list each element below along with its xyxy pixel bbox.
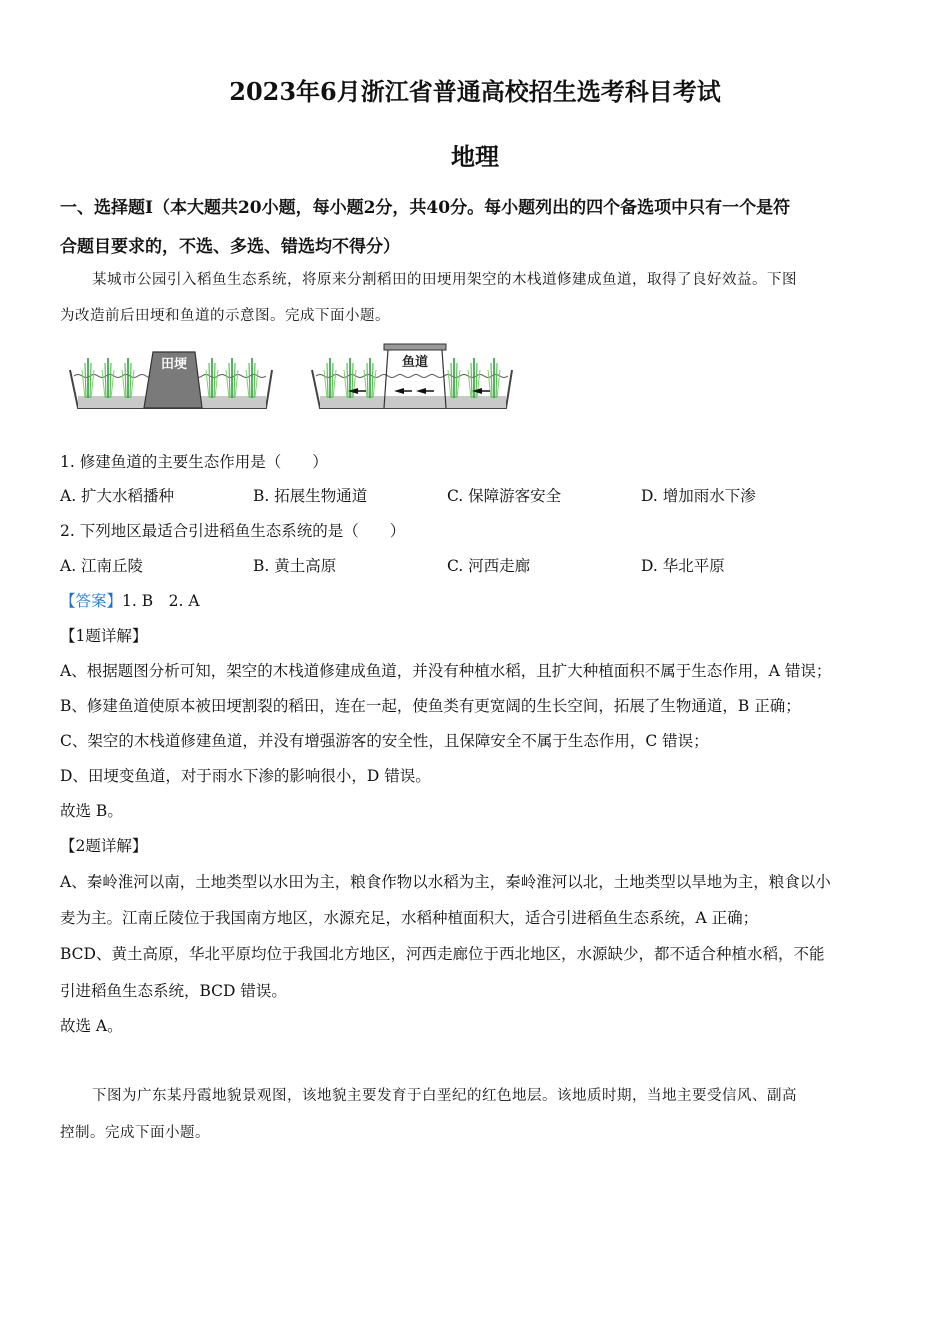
detail1-conclusion: 故选 B。	[60, 802, 123, 820]
q2-option-c: C. 河西走廊	[447, 557, 531, 575]
fish-passage-label: 鱼道	[401, 355, 429, 370]
detail1-line: C、架空的木栈道修建鱼道，并没有增强游客的安全性，且保障安全不属于生态作用，C 错误；	[60, 732, 709, 750]
detail1-line: B、修建鱼道使原本被田埂割裂的稻田，连在一起，使鱼类有更宽阔的生长空间，拓展了生物通道，B 正确；	[60, 697, 801, 715]
q2-option-a: A. 江南丘陵	[60, 557, 144, 575]
q2-option-d: D. 华北平原	[641, 557, 725, 575]
ridge-label: 田埂	[160, 357, 188, 372]
answer-text: 1. B 2. A	[122, 592, 200, 610]
figure-before-ridge	[66, 340, 276, 415]
q1-option-c: C. 保障游客安全	[447, 487, 562, 505]
q1-stem: 1. 修建鱼道的主要生态作用是（ ）	[60, 453, 328, 471]
q1-option-a: A. 扩大水稻播种	[60, 487, 175, 505]
detail2-line: 麦为主。江南丘陵位于我国南方地区，水源充足，水稻种植面积大，适合引进稻鱼生态系统，A 正确；	[60, 909, 759, 927]
passage2-line2: 控制。完成下面小题。	[60, 1125, 210, 1141]
detail2-line: BCD、黄土高原，华北平原均位于我国北方地区，河西走廊位于西北地区，水源缺少，都不适合种植水稻，不能	[60, 945, 825, 963]
q1-option-d: D. 增加雨水下渗	[641, 487, 756, 505]
exam-title: 2023年6月浙江省普通高校招生选考科目考试	[229, 77, 721, 106]
figure-after-fish-passage	[308, 338, 518, 415]
q1-option-b: B. 拓展生物通道	[253, 487, 368, 505]
q2-option-b: B. 黄土高原	[253, 557, 337, 575]
answer-tag: 【答案】	[60, 592, 123, 610]
detail1-line: A、根据题图分析可知，架空的木栈道修建成鱼道，并没有种植水稻，且扩大种植面积不属于生态作用，A 错误；	[60, 662, 832, 680]
subject-title: 地理	[451, 142, 499, 171]
detail2-heading: 【2题详解】	[60, 837, 148, 855]
passage1-line2: 为改造前后田埂和鱼道的示意图。完成下面小题。	[60, 308, 390, 324]
detail1-line: D、田埂变鱼道，对于雨水下渗的影响很小，D 错误。	[60, 767, 431, 785]
section-heading-line1: 一、选择题Ⅰ（本大题共20小题，每小题2分，共40分。每小题列出的四个备选项中只有一个是符	[60, 198, 791, 218]
answer-line	[60, 589, 892, 611]
detail2-line: A、秦岭淮河以南，土地类型以水田为主，粮食作物以水稻为主，秦岭淮河以北，土地类型以旱地为主，粮食以小	[60, 873, 831, 891]
detail1-heading: 【1题详解】	[60, 627, 148, 645]
detail2-conclusion: 故选 A。	[60, 1017, 123, 1035]
passage1-line1: 某城市公园引入稻鱼生态系统，将原来分割稻田的田埂用架空的木栈道修建成鱼道，取得了良好效益。下图	[92, 272, 797, 288]
passage2-line1: 下图为广东某丹霞地貌景观图，该地貌主要发育于白垩纪的红色地层。该地质时期，当地主要受信风、副高	[92, 1088, 797, 1104]
section-heading-line2: 合题目要求的，不选、多选、错选均不得分）	[60, 237, 400, 257]
q2-stem: 2. 下列地区最适合引进稻鱼生态系统的是（ ）	[60, 522, 406, 540]
detail2-line: 引进稻鱼生态系统，BCD 错误。	[60, 982, 287, 1000]
